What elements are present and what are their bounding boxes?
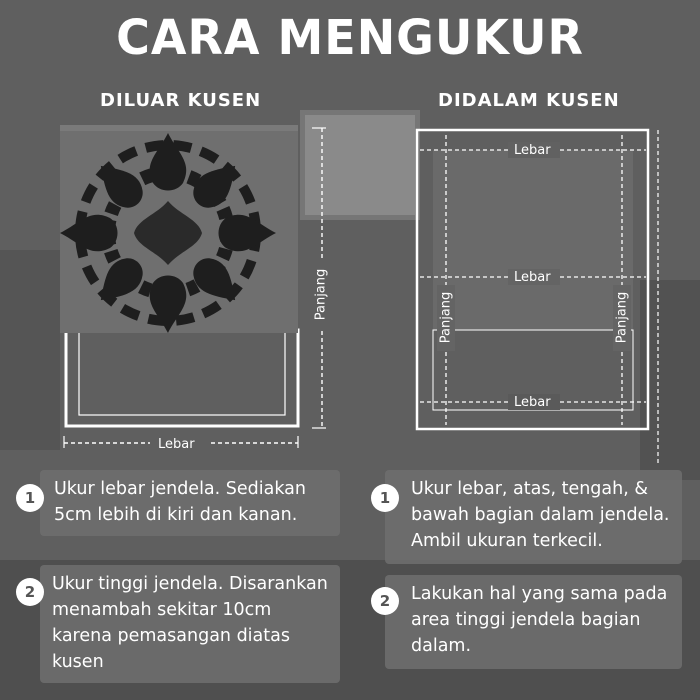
right-width-label-mid: Lebar [514,270,551,285]
right-step-2-box [385,575,682,669]
right-height-label-right: Panjang [614,291,630,344]
page-title: CARA MENGUKUR [116,8,584,66]
right-step-1-number: 1 [371,484,399,512]
right-step-1-text: Ukur lebar, atas, tengah, & bawah bagian dalam jendela. Ambil ukuran terkecil. [411,479,670,551]
left-height-label: Panjang [313,268,329,321]
right-heading: DIDALAM KUSEN [438,90,620,111]
left-step-2-text: Ukur tinggi jendela. Disarankan menambah sekitar 10cm karena pemasangan diatas kusen [52,574,328,672]
left-step-1-box [40,470,340,536]
right-width-label-bottom: Lebar [514,395,551,410]
inner-blind-panel [433,150,633,330]
left-heading: DILUAR KUSEN [100,90,262,111]
left-step-1-text: Ukur lebar jendela. Sediakan 5cm lebih di kiri dan kanan. [54,479,306,525]
right-height-label-left: Panjang [438,291,454,344]
right-step-2-number: 2 [371,587,399,615]
right-step-1-box [385,470,682,564]
left-step-1-number: 1 [16,484,44,512]
left-width-label: Lebar [158,437,195,452]
right-step-2-text: Lakukan hal yang sama pada area tinggi jendela bagian dalam. [411,584,668,656]
left-step-2-number: 2 [16,578,44,606]
right-width-label-top: Lebar [514,143,551,158]
left-step-2-box [40,565,340,683]
